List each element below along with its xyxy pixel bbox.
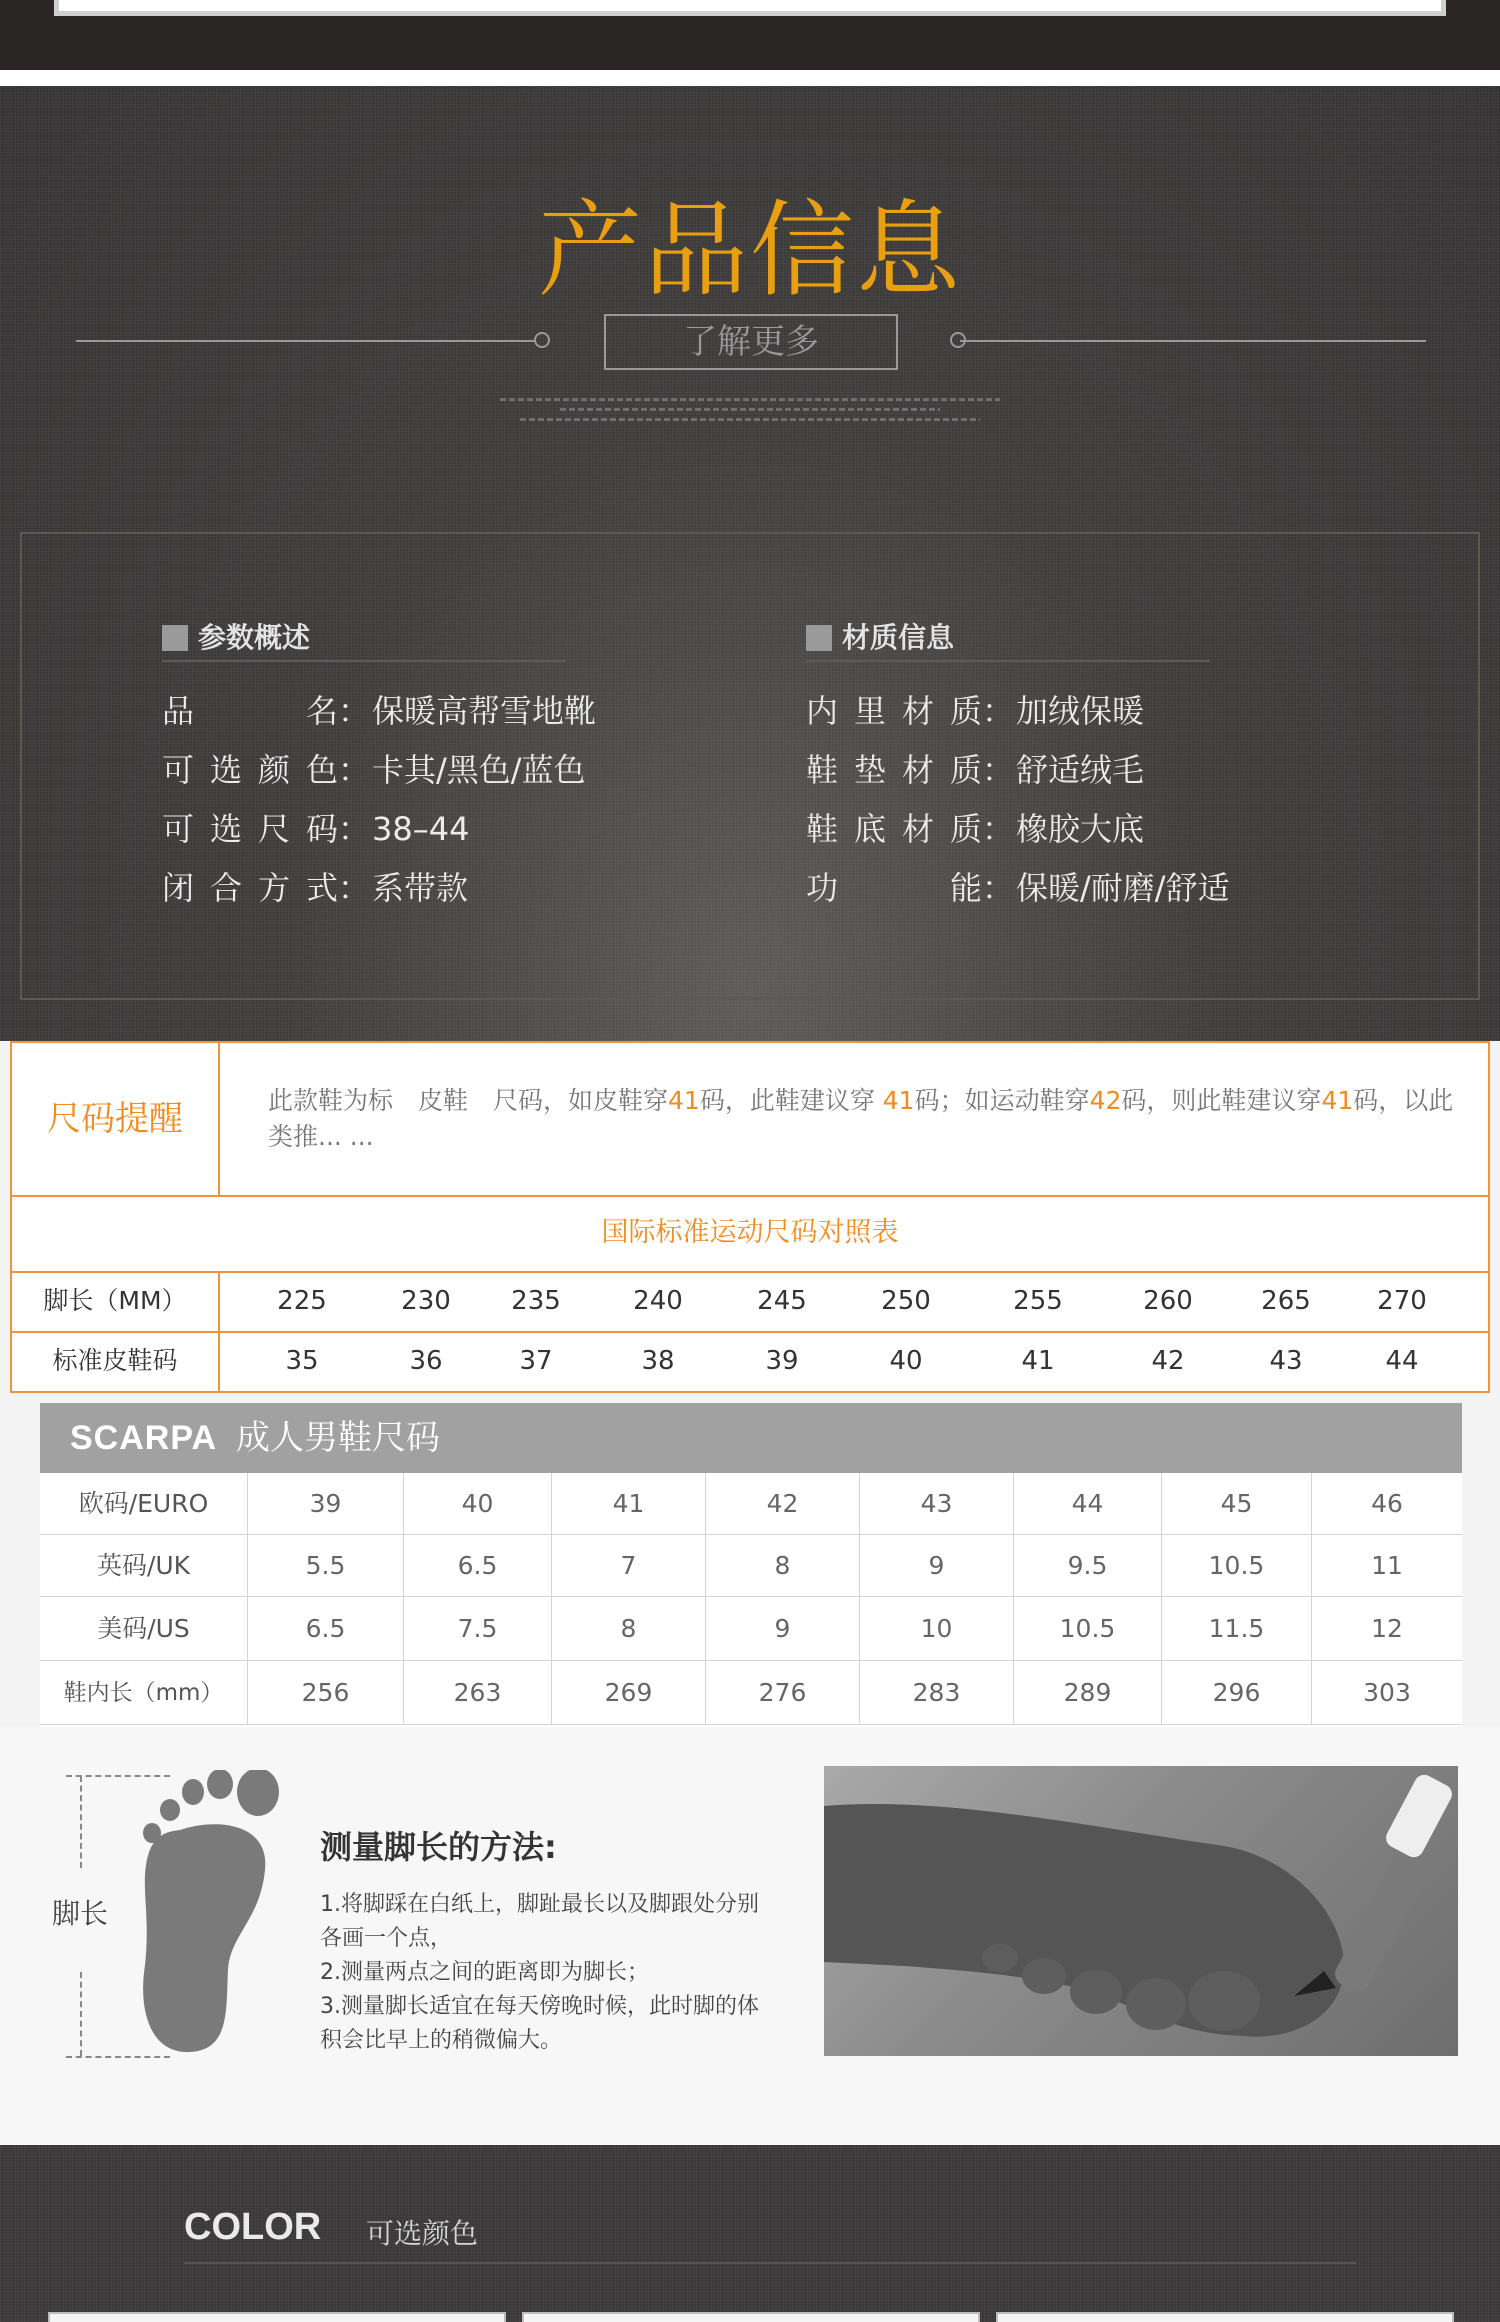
top-frame [54,0,1446,16]
table-cell: 263 [404,1661,552,1725]
section-gap [0,70,1500,86]
params-heading [162,616,310,656]
dashed-marker-line [80,1972,82,2056]
table-cell: 9.5 [1014,1535,1162,1597]
table-cell: 240 [633,1286,683,1316]
table-cell: 265 [1261,1286,1311,1316]
table-cell: 6.5 [248,1597,404,1661]
table-row [40,1597,1462,1661]
param-row [162,804,469,850]
top-banner [0,0,1500,70]
material-heading [806,616,954,656]
size-reminder-label: 尺码提醒 [12,1043,220,1195]
table-cell: 10 [860,1597,1014,1661]
square-icon [806,625,832,651]
color-swatch-frame [48,2312,506,2322]
row-label: 标准皮鞋码 [12,1331,220,1391]
param-row [162,863,468,909]
table-cell: 45 [1162,1473,1312,1535]
table-cell: 235 [511,1286,561,1316]
table-cell: 6.5 [404,1535,552,1597]
table-cell: 36 [409,1346,443,1376]
table-cell: 40 [404,1473,552,1535]
table-cell: 42 [706,1473,860,1535]
measure-heading: 测量脚长的方法: [320,1828,557,1866]
table-cell: 303 [1363,1678,1411,1707]
table-cell: 39 [248,1473,404,1535]
table-cell: 43 [860,1473,1014,1535]
param-value: 38–44 [372,810,470,848]
table-cell: 44 [1014,1473,1162,1535]
measure-step: 3.测量脚长适宜在每天傍晚时候，此时脚的体积会比早上的稍微偏大。 [320,1994,759,2053]
table-cell: 225 [277,1286,327,1316]
table-cell: 270 [1377,1286,1427,1316]
table-cell: 43 [1269,1346,1303,1376]
colon: ： [982,869,1015,907]
scarpa-size-table [40,1473,1462,1727]
table-cell: 289 [1014,1661,1162,1725]
material-row [806,804,1144,850]
scarpa-subtitle: 成人男鞋尺码 [236,1418,440,1458]
table-cell: 276 [706,1661,860,1725]
table-cell: 283 [860,1661,1014,1725]
row-label: 鞋内长（mm） [40,1661,248,1725]
material-key: 鞋底材质 [806,810,982,848]
brand-logo: SCARPA [70,1419,218,1457]
measure-step: 1.将脚踩在白纸上，脚趾最长以及脚跟处分别各画一个点， [320,1892,759,1951]
material-row [806,745,1144,791]
table-cell: 255 [1013,1286,1063,1316]
params-heading-label: 参数概述 [198,621,311,654]
table-cell: 10.5 [1014,1597,1162,1661]
row-label: 脚长（MM） [12,1271,220,1331]
colon: ： [338,810,371,848]
colon: ： [982,692,1015,730]
foot-length-label: 脚长 [52,1897,109,1930]
params-heading-line [162,660,566,662]
table-row [40,1661,1462,1725]
table-cell: 41 [552,1473,706,1535]
material-heading-line [806,660,1210,662]
material-value: 加绒保暖 [1016,692,1145,730]
shoe-size-row [12,1331,1488,1391]
color-swatch-frame [996,2312,1454,2322]
table-cell: 245 [757,1286,807,1316]
square-icon [162,625,188,651]
material-row [806,863,1230,909]
micro-text-line [520,418,980,421]
table-cell: 296 [1162,1661,1312,1725]
table-cell: 7 [552,1535,706,1597]
material-heading-label: 材质信息 [842,621,955,654]
product-info-section [0,86,1500,1041]
table-cell: 250 [881,1286,931,1316]
row-label: 英码/UK [40,1535,248,1597]
material-key: 内里材质 [806,692,982,730]
param-value: 系带款 [372,869,469,907]
color-divider [184,2262,1356,2264]
table-cell: 37 [519,1346,553,1376]
table-cell: 8 [706,1535,860,1597]
param-row [162,686,596,732]
divider-left [76,340,536,342]
param-key: 可选颜色 [162,751,338,789]
material-row [806,686,1144,732]
material-key: 鞋垫材质 [806,751,982,789]
size-reminder-text: 此款鞋为标 皮鞋 尺码，如皮鞋穿41码，此鞋建议穿 41码；如运动鞋穿42码，则此鞋建议穿41码，以此类推... ... [268,1086,1454,1151]
scarpa-header [40,1403,1462,1473]
micro-text-line [560,408,940,411]
micro-text-line [500,398,1000,401]
color-subtitle: 可选颜色 [366,2217,479,2250]
table-cell: 39 [765,1346,799,1376]
foot-measure-photo [824,1766,1458,2056]
foot-photo-image [824,1766,1458,2056]
material-value: 舒适绒毛 [1016,751,1145,789]
table-cell: 10.5 [1162,1535,1312,1597]
table-cell: 9 [860,1535,1014,1597]
section-title: 产品信息 [537,189,962,311]
colon: ： [338,692,371,730]
table-cell: 12 [1371,1614,1403,1643]
table-cell: 38 [641,1346,675,1376]
param-key: 品名 [162,692,338,730]
table-cell: 8 [552,1597,706,1661]
color-title: COLOR [184,2206,322,2248]
divider-right [960,340,1426,342]
colon: ： [982,751,1015,789]
colon: ： [338,751,371,789]
footprint-icon [120,1770,280,2060]
param-key: 闭合方式 [162,869,338,907]
table-cell: 42 [1151,1346,1185,1376]
param-value: 卡其/黑色/蓝色 [372,751,586,789]
measure-step: 2.测量两点之间的距离即为脚长； [320,1960,649,1985]
table-cell: 5.5 [248,1535,404,1597]
colon: ： [982,810,1015,848]
divider-dot-left [534,332,550,348]
param-value: 保暖高帮雪地靴 [372,692,597,730]
size-chart-caption: 国际标准运动尺码对照表 [601,1217,899,1248]
table-cell: 11.5 [1162,1597,1312,1661]
table-cell: 44 [1385,1346,1419,1376]
table-row [40,1473,1462,1535]
material-key: 功能 [806,869,982,907]
table-cell: 7.5 [404,1597,552,1661]
colon: ： [338,869,371,907]
table-cell: 35 [285,1346,319,1376]
dashed-marker-line [80,1776,82,1868]
table-cell: 11 [1371,1551,1403,1580]
table-cell: 41 [1021,1346,1055,1376]
learn-more-button[interactable]: 了解更多 [604,314,898,370]
size-reminder-box [10,1041,1490,1393]
foot-length-row [12,1271,1488,1331]
table-cell: 46 [1371,1489,1403,1518]
table-cell: 260 [1143,1286,1193,1316]
param-key: 可选尺码 [162,810,338,848]
material-value: 保暖/耐磨/舒适 [1016,869,1230,907]
param-row [162,745,586,791]
row-label: 欧码/EURO [40,1473,248,1535]
color-swatch-frame [522,2312,980,2322]
table-cell: 9 [706,1597,860,1661]
material-value: 橡胶大底 [1016,810,1145,848]
row-label: 美码/US [40,1597,248,1661]
table-cell: 40 [889,1346,923,1376]
table-row [40,1535,1462,1597]
table-cell: 256 [248,1661,404,1725]
table-cell: 269 [552,1661,706,1725]
table-cell: 230 [401,1286,451,1316]
